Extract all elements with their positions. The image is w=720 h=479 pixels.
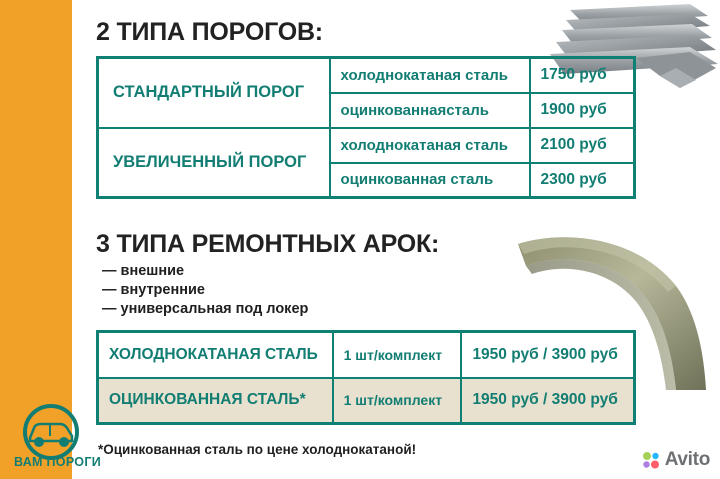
avito-watermark	[642, 449, 710, 471]
arch-price: 1950 руб / 3900 руб	[461, 332, 634, 378]
arches-price-table	[96, 330, 636, 425]
table-row	[98, 58, 635, 93]
logo-text: ВАМ ПОРОГИ	[14, 455, 101, 469]
avito-dots-icon	[642, 451, 660, 469]
arch-price: 1950 руб / 3900 руб	[461, 378, 634, 424]
table-row	[98, 378, 635, 424]
list-item: — универсальная под локер	[102, 301, 309, 317]
threshold-price: 2300 руб	[530, 163, 635, 198]
table-row	[98, 128, 635, 163]
arch-material: ХОЛОДНОКАТАНАЯ СТАЛЬ	[98, 332, 333, 378]
footnote-text: *Оцинкованная сталь по цене холоднокатаной!	[98, 442, 417, 457]
threshold-price: 1900 руб	[530, 93, 635, 128]
threshold-material: холоднокатаная сталь	[330, 58, 530, 93]
page-title-arches: 3 ТИПА РЕМОНТНЫХ АРОК:	[96, 230, 440, 258]
threshold-price: 2100 руб	[530, 128, 635, 163]
arch-quantity: 1 шт/комплект	[333, 378, 462, 424]
threshold-material: холоднокатаная сталь	[330, 128, 530, 163]
arch-types-list	[102, 262, 308, 319]
list-item: — внутренние	[102, 282, 205, 298]
threshold-name-enlarged: УВЕЛИЧЕННЫЙ ПОРОГ	[98, 128, 330, 198]
arch-quantity: 1 шт/комплект	[333, 332, 462, 378]
threshold-price: 1750 руб	[530, 58, 635, 93]
list-item: — внешние	[102, 263, 185, 279]
arch-material: ОЦИНКОВАННАЯ СТАЛЬ*	[98, 378, 333, 424]
threshold-name-standard: СТАНДАРТНЫЙ ПОРОГ	[98, 58, 330, 128]
threshold-material: оцинкованная сталь	[330, 163, 530, 198]
thresholds-price-table	[96, 56, 636, 199]
table-row	[98, 332, 635, 378]
threshold-material: оцинкованнаясталь	[330, 93, 530, 128]
avito-wordmark: Avito	[664, 449, 710, 470]
page-title-thresholds: 2 ТИПА ПОРОГОВ:	[96, 18, 323, 46]
